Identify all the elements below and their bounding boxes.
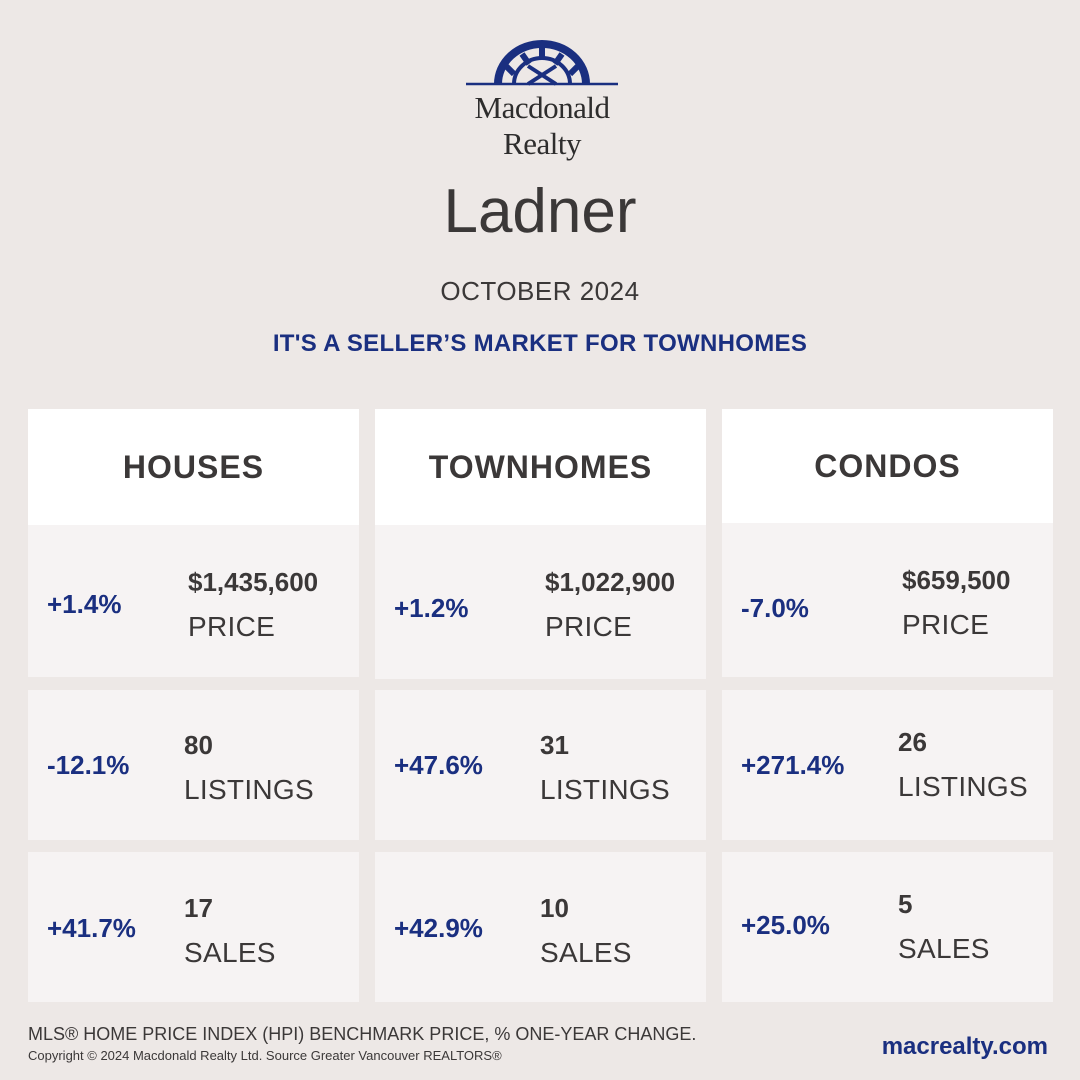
percent-change: +1.4%: [47, 589, 122, 619]
logo-wordmark-line1: Macdonald: [474, 90, 610, 125]
price-cell: [28, 525, 359, 677]
percent-change: +1.2%: [394, 593, 469, 623]
stat-label: SALES: [898, 933, 990, 964]
market-headline: IT'S A SELLER’S MARKET FOR TOWNHOMES: [272, 330, 808, 357]
stat-value: 26: [898, 727, 927, 757]
listings-cell: [375, 690, 706, 840]
stat-label: PRICE: [545, 611, 633, 642]
city-title: Ladner: [443, 177, 637, 246]
stat-label: SALES: [540, 937, 632, 968]
report-month: OCTOBER 2024: [440, 276, 640, 306]
logo-wordmark-line2: Realty: [503, 126, 581, 161]
stat-value: 17: [184, 893, 213, 923]
stat-value: $1,022,900: [545, 567, 676, 597]
stat-label: LISTINGS: [184, 774, 314, 805]
percent-change: -12.1%: [47, 750, 130, 780]
price-cell: [375, 525, 706, 679]
hpi-footnote: MLS® HOME PRICE INDEX (HPI) BENCHMARK PRICE, % ONE-YEAR CHANGE.: [28, 1024, 697, 1044]
stat-value: $1,435,600: [188, 567, 319, 597]
stat-value: $659,500: [902, 565, 1011, 595]
logo-arch-icon: [462, 40, 622, 90]
sales-cell: [28, 852, 359, 1002]
listings-cell: [28, 690, 359, 840]
stat-value: 5: [898, 889, 913, 919]
percent-change: +42.9%: [394, 913, 483, 943]
stat-value: 80: [184, 730, 213, 760]
stat-label: SALES: [184, 937, 276, 968]
percent-change: +47.6%: [394, 750, 483, 780]
website-link[interactable]: macrealty.com: [881, 1033, 1048, 1060]
stat-value: 10: [540, 893, 569, 923]
sales-cell: [722, 852, 1053, 1002]
percent-change: +271.4%: [741, 750, 845, 780]
listings-cell: [722, 690, 1053, 840]
column-title: CONDOS: [722, 409, 1053, 523]
stat-label: LISTINGS: [540, 774, 670, 805]
percent-change: -7.0%: [741, 593, 809, 623]
copyright-text: Copyright © 2024 Macdonald Realty Ltd. Source Greater Vancouver REALTORS®: [28, 1048, 502, 1063]
stat-label: PRICE: [902, 609, 990, 640]
macdonald-realty-logo: [462, 40, 622, 162]
stat-value: 31: [540, 730, 569, 760]
sales-cell: [375, 852, 706, 1002]
price-cell: [722, 523, 1053, 677]
stat-label: PRICE: [188, 611, 276, 642]
percent-change: +41.7%: [47, 913, 136, 943]
column-title: TOWNHOMES: [375, 409, 706, 525]
percent-change: +25.0%: [741, 910, 830, 940]
column-title: HOUSES: [28, 409, 359, 525]
stat-label: LISTINGS: [898, 771, 1028, 802]
